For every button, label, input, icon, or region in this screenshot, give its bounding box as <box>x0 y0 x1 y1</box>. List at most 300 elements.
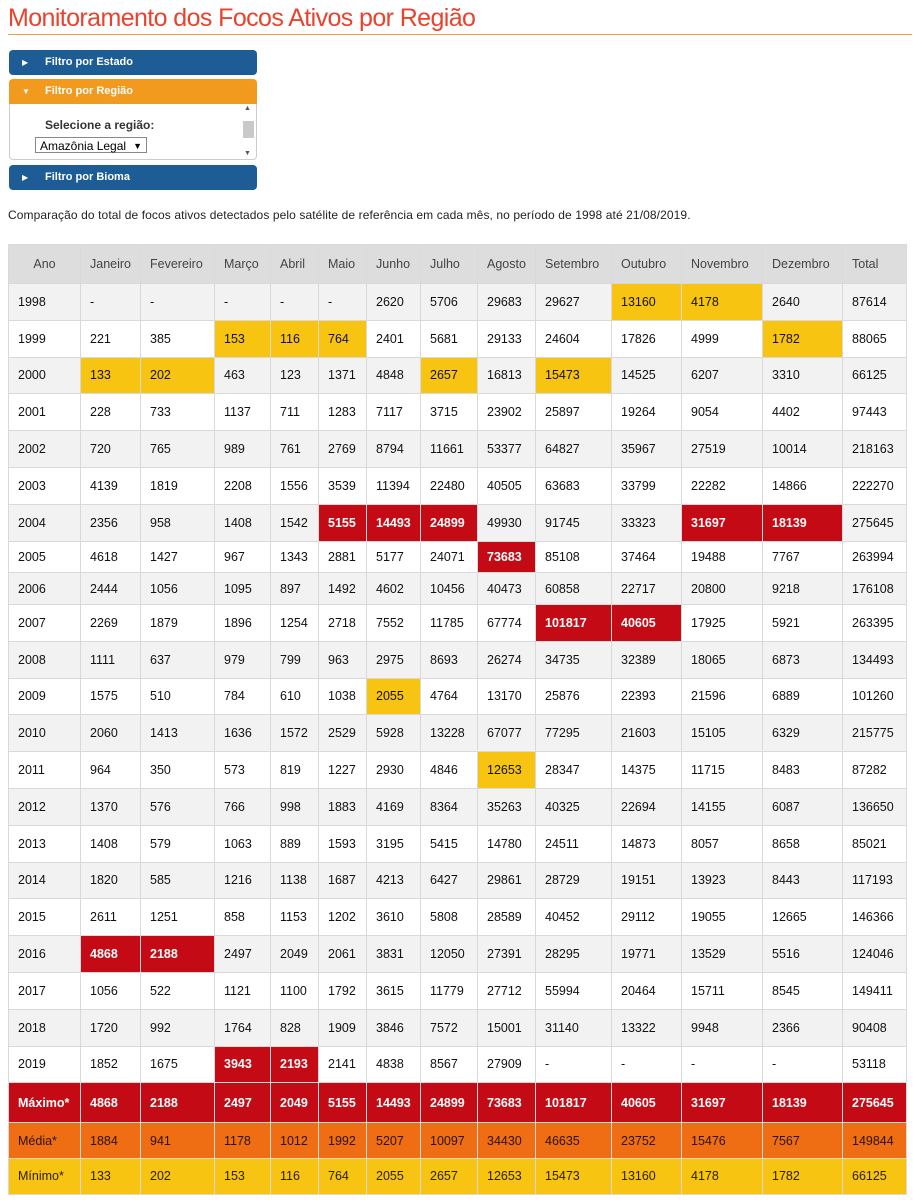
table-cell: 2188 <box>141 936 215 973</box>
column-header: Março <box>215 245 271 284</box>
filter-estado-header[interactable] <box>9 50 257 75</box>
table-cell: 101817 <box>536 604 612 641</box>
table-cell: 2060 <box>81 715 141 752</box>
table-cell: 989 <box>215 431 271 468</box>
table-cell: 16813 <box>478 357 536 394</box>
table-cell: 19488 <box>682 541 763 573</box>
table-cell: 720 <box>81 431 141 468</box>
table-cell: - <box>612 1046 682 1083</box>
summary-cell: 73683 <box>478 1083 536 1123</box>
table-cell: 1100 <box>271 972 319 1009</box>
table-cell: 1111 <box>81 641 141 678</box>
table-cell: 12653 <box>478 752 536 789</box>
table-cell: 21596 <box>682 678 763 715</box>
summary-cell: 5155 <box>319 1083 367 1123</box>
table-cell: - <box>536 1046 612 1083</box>
table-cell: 5177 <box>367 541 421 573</box>
summary-cell: 66125 <box>843 1158 907 1194</box>
panel-scrollbar[interactable] <box>242 106 254 156</box>
table-cell: 73683 <box>478 541 536 573</box>
table-cell: 15473 <box>536 357 612 394</box>
table-row <box>9 678 907 715</box>
table-cell: 4848 <box>367 357 421 394</box>
table-cell: 97443 <box>843 394 907 431</box>
summary-cell: 153 <box>215 1158 271 1194</box>
summary-cell: 2049 <box>271 1083 319 1123</box>
table-cell: 784 <box>215 678 271 715</box>
table-row <box>9 788 907 825</box>
table-cell: 8693 <box>421 641 478 678</box>
page-title: Monitoramento dos Focos Ativos por Região <box>8 2 912 35</box>
table-cell: 19264 <box>612 394 682 431</box>
table-cell: 4838 <box>367 1046 421 1083</box>
table-cell: 101260 <box>843 678 907 715</box>
table-cell: 40605 <box>612 604 682 641</box>
table-cell: 1371 <box>319 357 367 394</box>
table-cell: 979 <box>215 641 271 678</box>
table-cell: 1556 <box>271 467 319 504</box>
table-cell: 28729 <box>536 862 612 899</box>
table-cell: 6207 <box>682 357 763 394</box>
table-cell: 1819 <box>141 467 215 504</box>
table-cell: 1121 <box>215 972 271 1009</box>
table-cell: 11715 <box>682 752 763 789</box>
table-cell: 31140 <box>536 1009 612 1046</box>
table-cell: 19151 <box>612 862 682 899</box>
table-cell: 20464 <box>612 972 682 1009</box>
table-cell: 87614 <box>843 284 907 321</box>
table-cell: 1575 <box>81 678 141 715</box>
caret-down-icon: ▼ <box>22 87 30 96</box>
summary-cell: 1992 <box>319 1123 367 1159</box>
year-cell: 2015 <box>9 899 81 936</box>
table-cell: 27909 <box>478 1046 536 1083</box>
table-cell: 13170 <box>478 678 536 715</box>
column-header: Novembro <box>682 245 763 284</box>
table-cell: 1343 <box>271 541 319 573</box>
table-cell: 40325 <box>536 788 612 825</box>
table-row <box>9 899 907 936</box>
table-cell: 1408 <box>215 504 271 541</box>
table-cell: 13322 <box>612 1009 682 1046</box>
table-cell: 733 <box>141 394 215 431</box>
table-cell: 8794 <box>367 431 421 468</box>
table-cell: 40452 <box>536 899 612 936</box>
year-cell: 2016 <box>9 936 81 973</box>
table-cell: 13923 <box>682 862 763 899</box>
table-cell: 1095 <box>215 573 271 605</box>
table-cell: 5681 <box>421 320 478 357</box>
table-cell: 1370 <box>81 788 141 825</box>
table-cell: 3846 <box>367 1009 421 1046</box>
filter-bioma-label: Filtro por Bioma <box>45 171 130 183</box>
summary-label: Média* <box>9 1123 81 1159</box>
table-cell: 15105 <box>682 715 763 752</box>
table-cell: 14873 <box>612 825 682 862</box>
summary-cell: 133 <box>81 1158 141 1194</box>
table-cell: 1251 <box>141 899 215 936</box>
table-cell: 7117 <box>367 394 421 431</box>
filter-regiao-header[interactable] <box>9 79 257 104</box>
table-cell: 350 <box>141 752 215 789</box>
table-description: Comparação do total de focos ativos detectados pelo satélite de referência em cada mês, no período de 1998 até 21/08/2019. <box>8 208 691 222</box>
table-cell: 992 <box>141 1009 215 1046</box>
table-cell: 40473 <box>478 573 536 605</box>
table-cell: 2930 <box>367 752 421 789</box>
table-cell: 60858 <box>536 573 612 605</box>
table-cell: 4999 <box>682 320 763 357</box>
scroll-down-icon[interactable]: ▼ <box>244 150 251 157</box>
table-cell: - <box>682 1046 763 1083</box>
table-cell: 35967 <box>612 431 682 468</box>
table-cell: 576 <box>141 788 215 825</box>
table-cell: 66125 <box>843 357 907 394</box>
table-cell: 8443 <box>763 862 843 899</box>
table-cell: 9218 <box>763 573 843 605</box>
table-cell: 22480 <box>421 467 478 504</box>
table-cell: 1687 <box>319 862 367 899</box>
table-cell: 35263 <box>478 788 536 825</box>
table-cell: 1138 <box>271 862 319 899</box>
table-row <box>9 431 907 468</box>
table-cell: 3715 <box>421 394 478 431</box>
table-cell: 1227 <box>319 752 367 789</box>
table-cell: 897 <box>271 573 319 605</box>
table-cell: - <box>81 284 141 321</box>
table-cell: 2366 <box>763 1009 843 1046</box>
table-cell: 1056 <box>141 573 215 605</box>
table-cell: 20800 <box>682 573 763 605</box>
table-cell: 8364 <box>421 788 478 825</box>
table-cell: 22694 <box>612 788 682 825</box>
table-cell: 964 <box>81 752 141 789</box>
region-select-label: Selecione a região: <box>45 118 155 132</box>
table-cell: 8545 <box>763 972 843 1009</box>
summary-cell: 1884 <box>81 1123 141 1159</box>
table-cell: 13160 <box>612 284 682 321</box>
table-cell: 31697 <box>682 504 763 541</box>
table-cell: 858 <box>215 899 271 936</box>
column-header: Maio <box>319 245 367 284</box>
table-cell: 1820 <box>81 862 141 899</box>
table-cell: 146366 <box>843 899 907 936</box>
table-cell: 19055 <box>682 899 763 936</box>
table-cell: 1883 <box>319 788 367 825</box>
table-row <box>9 357 907 394</box>
summary-cell: 2055 <box>367 1158 421 1194</box>
caret-right-icon: ▶ <box>22 173 29 182</box>
scroll-up-icon[interactable]: ▲ <box>244 105 251 112</box>
table-cell: 21603 <box>612 715 682 752</box>
table-cell: 510 <box>141 678 215 715</box>
table-cell: 12665 <box>763 899 843 936</box>
column-header: Agosto <box>478 245 536 284</box>
summary-cell: 4868 <box>81 1083 141 1123</box>
summary-cell: 1012 <box>271 1123 319 1159</box>
summary-cell: 34430 <box>478 1123 536 1159</box>
caret-right-icon: ▶ <box>22 58 29 67</box>
table-cell: 2444 <box>81 573 141 605</box>
summary-cell: 4178 <box>682 1158 763 1194</box>
table-cell: 385 <box>141 320 215 357</box>
year-cell: 2018 <box>9 1009 81 1046</box>
year-cell: 2013 <box>9 825 81 862</box>
table-cell: 24071 <box>421 541 478 573</box>
column-header: Outubro <box>612 245 682 284</box>
table-row <box>9 573 907 605</box>
table-cell: 1063 <box>215 825 271 862</box>
table-cell: 1492 <box>319 573 367 605</box>
table-cell: 85021 <box>843 825 907 862</box>
table-cell: 13529 <box>682 936 763 973</box>
table-cell: 4618 <box>81 541 141 573</box>
table-cell: 10014 <box>763 431 843 468</box>
summary-cell: 46635 <box>536 1123 612 1159</box>
table-cell: 263994 <box>843 541 907 573</box>
table-cell: 1216 <box>215 862 271 899</box>
summary-cell: 7567 <box>763 1123 843 1159</box>
summary-cell: 101817 <box>536 1083 612 1123</box>
table-cell: 1254 <box>271 604 319 641</box>
table-cell: 8658 <box>763 825 843 862</box>
table-cell: 6427 <box>421 862 478 899</box>
table-cell: 5921 <box>763 604 843 641</box>
year-cell: 2017 <box>9 972 81 1009</box>
table-row <box>9 1009 907 1046</box>
table-cell: 116 <box>271 320 319 357</box>
column-header: Abril <box>271 245 319 284</box>
table-cell: 218163 <box>843 431 907 468</box>
table-cell: 25876 <box>536 678 612 715</box>
table-cell: 27712 <box>478 972 536 1009</box>
table-cell: 1056 <box>81 972 141 1009</box>
table-cell: 2061 <box>319 936 367 973</box>
table-cell: 889 <box>271 825 319 862</box>
table-cell: 12050 <box>421 936 478 973</box>
table-cell: 215775 <box>843 715 907 752</box>
table-cell: 3539 <box>319 467 367 504</box>
summary-cell: 15473 <box>536 1158 612 1194</box>
table-cell: 1153 <box>271 899 319 936</box>
table-cell: - <box>271 284 319 321</box>
table-cell: 1675 <box>141 1046 215 1083</box>
table-header-row <box>9 245 907 284</box>
table-cell: 2657 <box>421 357 478 394</box>
summary-cell: 202 <box>141 1158 215 1194</box>
fire-foci-table <box>8 244 907 1195</box>
table-cell: 6873 <box>763 641 843 678</box>
summary-row-maximo <box>9 1083 907 1123</box>
table-cell: 67774 <box>478 604 536 641</box>
column-header: Ano <box>9 245 81 284</box>
table-cell: 5808 <box>421 899 478 936</box>
table-cell: 4602 <box>367 573 421 605</box>
table-cell: 4178 <box>682 284 763 321</box>
table-cell: 1782 <box>763 320 843 357</box>
table-cell: - <box>763 1046 843 1083</box>
table-cell: 134493 <box>843 641 907 678</box>
scrollbar-thumb[interactable] <box>243 121 254 138</box>
table-cell: 2049 <box>271 936 319 973</box>
table-cell: 998 <box>271 788 319 825</box>
table-cell: 14525 <box>612 357 682 394</box>
table-cell: 11785 <box>421 604 478 641</box>
year-cell: 2011 <box>9 752 81 789</box>
table-cell: 15001 <box>478 1009 536 1046</box>
table-cell: 1413 <box>141 715 215 752</box>
table-cell: 29861 <box>478 862 536 899</box>
table-cell: 6329 <box>763 715 843 752</box>
table-cell: 2611 <box>81 899 141 936</box>
table-cell: 25897 <box>536 394 612 431</box>
column-header: Total <box>843 245 907 284</box>
summary-cell: 2188 <box>141 1083 215 1123</box>
table-cell: 1792 <box>319 972 367 1009</box>
table-cell: 1852 <box>81 1046 141 1083</box>
table-cell: 263395 <box>843 604 907 641</box>
summary-cell: 40605 <box>612 1083 682 1123</box>
table-cell: 17925 <box>682 604 763 641</box>
table-cell: 2529 <box>319 715 367 752</box>
table-cell: 24511 <box>536 825 612 862</box>
table-cell: 1636 <box>215 715 271 752</box>
summary-label: Mínimo* <box>9 1158 81 1194</box>
table-cell: 136650 <box>843 788 907 825</box>
table-cell: 1427 <box>141 541 215 573</box>
year-cell: 2001 <box>9 394 81 431</box>
summary-cell: 15476 <box>682 1123 763 1159</box>
table-cell: 117193 <box>843 862 907 899</box>
table-cell: 40505 <box>478 467 536 504</box>
table-cell: 14375 <box>612 752 682 789</box>
table-cell: 26274 <box>478 641 536 678</box>
table-row <box>9 1046 907 1083</box>
summary-cell: 1178 <box>215 1123 271 1159</box>
table-cell: 579 <box>141 825 215 862</box>
table-cell: 766 <box>215 788 271 825</box>
table-cell: 32389 <box>612 641 682 678</box>
table-cell: 176108 <box>843 573 907 605</box>
table-cell: 4868 <box>81 936 141 973</box>
year-cell: 2006 <box>9 573 81 605</box>
table-cell: 637 <box>141 641 215 678</box>
table-cell: 221 <box>81 320 141 357</box>
table-cell: 5928 <box>367 715 421 752</box>
year-cell: 2014 <box>9 862 81 899</box>
table-cell: 153 <box>215 320 271 357</box>
summary-cell: 12653 <box>478 1158 536 1194</box>
table-cell: - <box>215 284 271 321</box>
summary-cell: 23752 <box>612 1123 682 1159</box>
table-cell: 5516 <box>763 936 843 973</box>
filter-bioma-header[interactable] <box>9 165 257 190</box>
table-cell: 463 <box>215 357 271 394</box>
year-cell: 2019 <box>9 1046 81 1083</box>
table-cell: 29112 <box>612 899 682 936</box>
table-cell: 1202 <box>319 899 367 936</box>
year-cell: 2009 <box>9 678 81 715</box>
year-cell: 2005 <box>9 541 81 573</box>
table-cell: 24899 <box>421 504 478 541</box>
table-cell: 27391 <box>478 936 536 973</box>
table-cell: 573 <box>215 752 271 789</box>
table-cell: 4764 <box>421 678 478 715</box>
region-select[interactable] <box>35 137 147 153</box>
table-cell: 33323 <box>612 504 682 541</box>
table-cell: 3943 <box>215 1046 271 1083</box>
summary-cell: 31697 <box>682 1083 763 1123</box>
table-cell: 10456 <box>421 573 478 605</box>
year-cell: 2007 <box>9 604 81 641</box>
table-row <box>9 641 907 678</box>
table-cell: 14866 <box>763 467 843 504</box>
table-cell: 3610 <box>367 899 421 936</box>
table-cell: 1038 <box>319 678 367 715</box>
table-cell: 6889 <box>763 678 843 715</box>
table-cell: 18139 <box>763 504 843 541</box>
summary-row-media <box>9 1123 907 1159</box>
table-cell: 2769 <box>319 431 367 468</box>
year-cell: 2000 <box>9 357 81 394</box>
summary-cell: 10097 <box>421 1123 478 1159</box>
table-cell: 2208 <box>215 467 271 504</box>
table-cell: 3310 <box>763 357 843 394</box>
summary-cell: 2497 <box>215 1083 271 1123</box>
table-cell: 29133 <box>478 320 536 357</box>
year-cell: 1999 <box>9 320 81 357</box>
table-cell: 85108 <box>536 541 612 573</box>
column-header: Setembro <box>536 245 612 284</box>
summary-label: Máximo* <box>9 1083 81 1123</box>
table-cell: 1764 <box>215 1009 271 1046</box>
table-row <box>9 972 907 1009</box>
table-row <box>9 394 907 431</box>
table-cell: 28347 <box>536 752 612 789</box>
table-cell: 3195 <box>367 825 421 862</box>
table-row <box>9 504 907 541</box>
table-cell: 4169 <box>367 788 421 825</box>
table-row <box>9 752 907 789</box>
table-cell: 963 <box>319 641 367 678</box>
table-cell: 819 <box>271 752 319 789</box>
table-cell: 8057 <box>682 825 763 862</box>
table-cell: 1572 <box>271 715 319 752</box>
table-cell: 91745 <box>536 504 612 541</box>
summary-cell: 13160 <box>612 1158 682 1194</box>
column-header: Fevereiro <box>141 245 215 284</box>
table-cell: 8483 <box>763 752 843 789</box>
table-cell: 90408 <box>843 1009 907 1046</box>
summary-cell: 149844 <box>843 1123 907 1159</box>
table-cell: 29683 <box>478 284 536 321</box>
table-cell: 64827 <box>536 431 612 468</box>
table-cell: 2718 <box>319 604 367 641</box>
table-cell: 3615 <box>367 972 421 1009</box>
table-cell: 9948 <box>682 1009 763 1046</box>
table-cell: 958 <box>141 504 215 541</box>
table-cell: 27519 <box>682 431 763 468</box>
table-cell: 8567 <box>421 1046 478 1083</box>
table-cell: 124046 <box>843 936 907 973</box>
summary-row-minimo <box>9 1158 907 1194</box>
table-cell: 37464 <box>612 541 682 573</box>
summary-cell: 24899 <box>421 1083 478 1123</box>
year-cell: 1998 <box>9 284 81 321</box>
table-cell: 1909 <box>319 1009 367 1046</box>
table-cell: 2193 <box>271 1046 319 1083</box>
table-row <box>9 320 907 357</box>
table-cell: 7572 <box>421 1009 478 1046</box>
